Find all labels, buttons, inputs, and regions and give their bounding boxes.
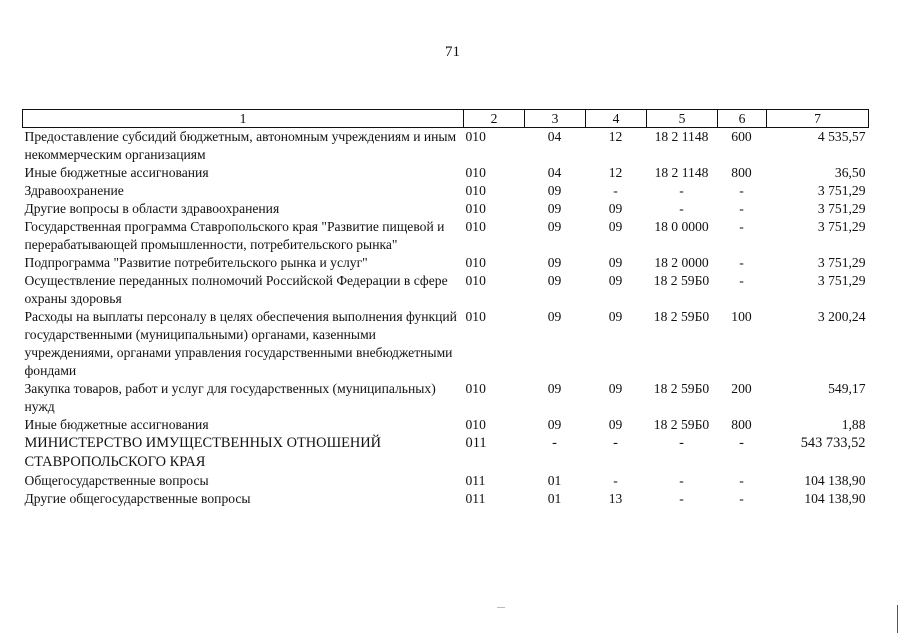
- row-name: Осуществление переданных полномочий Российской Федерации в сфере охраны здоровья: [24, 273, 448, 306]
- row-code-target: 18 0 0000: [654, 219, 709, 234]
- header-cell-5: 5: [647, 110, 718, 128]
- row-code-subsection: -: [613, 473, 618, 488]
- table-row-ministry: [23, 434, 869, 472]
- row-code-subsection: 09: [608, 273, 623, 288]
- row-code-target: 18 2 1148: [654, 165, 709, 180]
- row-name: Здравоохранение: [24, 183, 124, 198]
- row-code-ministry: 010: [465, 165, 486, 180]
- table-row: [23, 164, 869, 182]
- row-code-ministry: 011: [465, 435, 487, 451]
- row-code-section: 09: [547, 219, 562, 234]
- row-code-ministry: 010: [465, 201, 486, 216]
- row-code-target: -: [679, 201, 684, 216]
- row-code-expense-type: 800: [731, 417, 752, 432]
- row-code-expense-type: -: [739, 491, 744, 506]
- row-amount: 36,50: [834, 165, 866, 180]
- row-code-subsection: -: [613, 435, 618, 451]
- table-row: [23, 472, 869, 490]
- row-code-ministry: 010: [465, 273, 486, 288]
- row-code-section: 09: [547, 183, 562, 198]
- row-code-section: 09: [547, 201, 562, 216]
- row-amount: 3 751,29: [817, 255, 866, 270]
- row-code-subsection: 09: [608, 201, 623, 216]
- row-code-expense-type: -: [739, 219, 744, 234]
- row-name: Предоставление субсидий бюджетным, автономным учреждениям и иным некоммерческим организациям: [24, 129, 457, 162]
- table-row: [23, 380, 869, 416]
- row-code-section: 09: [547, 273, 562, 288]
- row-code-section: 09: [547, 255, 562, 270]
- row-code-target: 18 2 0000: [654, 255, 709, 270]
- row-code-target: 18 2 59Б0: [653, 273, 710, 288]
- table-row: [23, 128, 869, 165]
- header-cell-7: 7: [767, 110, 869, 128]
- row-amount: 4 535,57: [817, 129, 866, 144]
- header-row: [23, 110, 869, 128]
- table-row: [23, 308, 869, 380]
- table-row: [23, 200, 869, 218]
- row-code-section: 04: [547, 129, 562, 144]
- row-amount: 3 751,29: [817, 201, 866, 216]
- row-amount: 3 200,24: [817, 309, 866, 324]
- row-amount: 3 751,29: [817, 219, 866, 234]
- row-code-ministry: 011: [465, 491, 486, 506]
- row-amount: 543 733,52: [800, 435, 866, 451]
- header-cell-3: 3: [525, 110, 586, 128]
- row-code-target: -: [679, 473, 684, 488]
- row-code-expense-type: 800: [731, 165, 752, 180]
- table-row: [23, 218, 869, 254]
- header-cell-4: 4: [586, 110, 647, 128]
- row-name: Подпрограмма "Развитие потребительского рынка и услуг": [24, 255, 368, 270]
- row-amount: 3 751,29: [817, 273, 866, 288]
- row-code-subsection: 09: [608, 381, 623, 396]
- row-code-expense-type: 200: [731, 381, 752, 396]
- row-amount: 104 138,90: [804, 491, 866, 506]
- row-code-target: 18 2 1148: [654, 129, 709, 144]
- row-amount: 104 138,90: [804, 473, 866, 488]
- row-code-section: 04: [547, 165, 562, 180]
- row-code-subsection: 09: [608, 417, 623, 432]
- row-code-section: 01: [547, 473, 562, 488]
- page-number: 71: [445, 44, 460, 60]
- row-code-expense-type: -: [739, 183, 744, 198]
- table-row: [23, 254, 869, 272]
- row-amount: 549,17: [828, 381, 866, 396]
- row-name: Другие вопросы в области здравоохранения: [24, 201, 280, 216]
- row-name: Другие общегосударственные вопросы: [24, 491, 251, 506]
- row-code-expense-type: -: [739, 473, 744, 488]
- row-code-section: 01: [547, 491, 562, 506]
- row-amount: 3 751,29: [817, 183, 866, 198]
- row-code-section: 09: [547, 417, 562, 432]
- table-row: [23, 490, 869, 508]
- row-code-section: 09: [547, 381, 562, 396]
- row-name: Закупка товаров, работ и услуг для государственных (муниципальных) нужд: [24, 381, 436, 414]
- row-code-ministry: 010: [465, 255, 486, 270]
- row-code-subsection: 09: [608, 309, 623, 324]
- header-cell-6: 6: [718, 110, 767, 128]
- row-code-target: 18 2 59Б0: [653, 381, 710, 396]
- row-name: МИНИСТЕРСТВО ИМУЩЕСТВЕННЫХ ОТНОШЕНИЙ СТАВРОПОЛЬСКОГО КРАЯ: [24, 435, 382, 470]
- row-code-target: -: [679, 491, 684, 506]
- row-code-expense-type: 100: [731, 309, 752, 324]
- row-code-subsection: 09: [608, 219, 623, 234]
- scan-artifact-edge: [897, 605, 898, 633]
- scan-artifact-dot: [497, 607, 505, 608]
- row-name: Расходы на выплаты персоналу в целях обеспечения выполнения функций государственными (муниципальными) органами, казенными учреждениями, органами управления государственными внебюджетными фондами: [24, 309, 457, 378]
- row-name: Иные бюджетные ассигнования: [24, 417, 209, 432]
- row-code-target: -: [679, 183, 684, 198]
- row-code-ministry: 011: [465, 473, 486, 488]
- row-code-expense-type: -: [739, 201, 744, 216]
- row-code-expense-type: -: [739, 255, 744, 270]
- row-code-ministry: 010: [465, 417, 486, 432]
- row-code-ministry: 010: [465, 309, 486, 324]
- row-code-expense-type: -: [739, 273, 744, 288]
- row-code-subsection: 12: [608, 129, 623, 144]
- row-code-subsection: -: [613, 183, 618, 198]
- table-row: [23, 416, 869, 434]
- row-code-ministry: 010: [465, 381, 486, 396]
- row-name: Государственная программа Ставропольского края "Развитие пищевой и перерабатывающей промышленности, потребительского рынка": [24, 219, 445, 252]
- row-amount: 1,88: [841, 417, 866, 432]
- row-code-section: -: [552, 435, 557, 451]
- table-row: [23, 182, 869, 200]
- row-code-target: 18 2 59Б0: [653, 309, 710, 324]
- row-code-ministry: 010: [465, 129, 486, 144]
- row-name: Общегосударственные вопросы: [24, 473, 209, 488]
- header-cell-2: 2: [464, 110, 525, 128]
- row-code-ministry: 010: [465, 183, 486, 198]
- row-code-target: 18 2 59Б0: [653, 417, 710, 432]
- row-code-target: -: [679, 435, 684, 451]
- row-code-expense-type: 600: [731, 129, 752, 144]
- table-row: [23, 272, 869, 308]
- row-code-expense-type: -: [739, 435, 744, 451]
- row-code-subsection: 12: [608, 165, 623, 180]
- row-code-section: 09: [547, 309, 562, 324]
- row-name: Иные бюджетные ассигнования: [24, 165, 209, 180]
- row-code-subsection: 13: [608, 491, 623, 506]
- row-code-subsection: 09: [608, 255, 623, 270]
- header-cell-1: 1: [23, 110, 464, 128]
- row-code-ministry: 010: [465, 219, 486, 234]
- budget-table: [22, 109, 869, 508]
